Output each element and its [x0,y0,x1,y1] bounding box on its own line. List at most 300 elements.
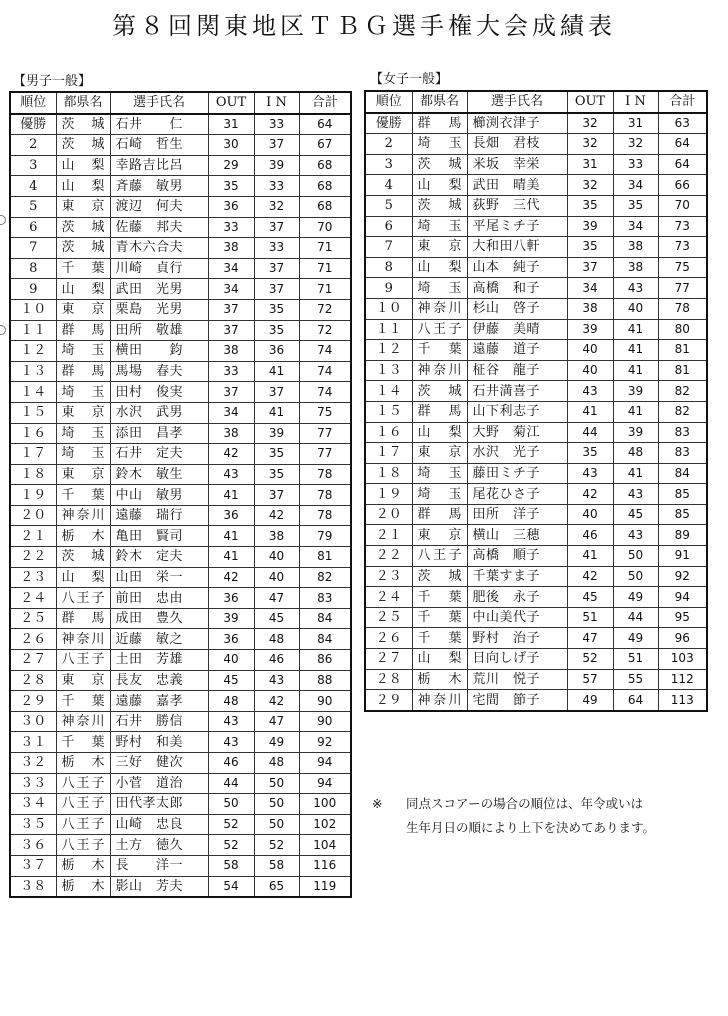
in-score-cell: 38 [254,526,299,547]
in-score-cell: 37 [254,217,299,238]
prefecture-cell: 神奈川 [412,298,467,319]
total-score-cell: 82 [658,381,707,402]
rank-cell: １８ [10,464,56,485]
table-row [365,319,707,340]
prefecture-cell: 茨 城 [56,114,110,135]
prefecture-cell: 群 馬 [56,320,110,341]
table-row [365,175,707,196]
total-score-cell: 84 [299,629,351,650]
table-row [365,443,707,464]
in-score-cell: 47 [254,711,299,732]
total-score-cell: 96 [658,628,707,649]
player-name-cell: 日向しげ子 [467,649,567,670]
out-score-cell: 34 [208,279,254,300]
prefecture-cell: 茨 城 [412,381,467,402]
prefecture-cell: 八王子 [56,814,110,835]
player-name-cell: 山田 栄一 [110,567,208,588]
total-score-cell: 90 [299,711,351,732]
out-score-cell: 47 [567,628,613,649]
table-row [365,669,707,690]
total-score-cell: 95 [658,607,707,628]
player-name-cell: 三好 健次 [110,753,208,774]
out-score-cell: 32 [567,113,613,134]
in-score-cell: 35 [254,464,299,485]
table-row [10,526,351,547]
out-score-cell: 34 [208,258,254,279]
prefecture-cell: 東 京 [412,443,467,464]
player-name-cell: 佐藤 邦夫 [110,217,208,238]
rank-cell: ３２ [10,753,56,774]
total-score-cell: 70 [299,217,351,238]
in-score-cell: 37 [254,382,299,403]
tie-rule-note [372,792,655,840]
prefecture-cell: 千 葉 [56,732,110,753]
prefecture-cell: 千 葉 [412,587,467,608]
rank-cell: ２１ [365,525,412,546]
out-score-cell: 37 [208,382,254,403]
table-row [365,298,707,319]
in-score-cell: 43 [613,525,658,546]
player-name-cell: 前田 忠由 [110,588,208,609]
prefecture-cell: 埼 玉 [412,278,467,299]
player-name-cell: 横田 鈞 [110,341,208,362]
table-row [365,381,707,402]
player-name-cell: 栗島 光男 [110,299,208,320]
prefecture-cell: 茨 城 [412,566,467,587]
table-row [365,484,707,505]
in-score-cell: 48 [254,753,299,774]
table-row [10,196,351,217]
rank-cell: 8 [10,258,56,279]
total-score-cell: 73 [658,216,707,237]
table-row [10,650,351,671]
total-score-cell: 104 [299,835,351,856]
in-score-cell: 32 [613,134,658,155]
player-name-cell: 武田 光男 [110,279,208,300]
in-score-cell: 44 [613,607,658,628]
total-score-cell: 64 [658,134,707,155]
table-row [365,504,707,525]
out-score-cell: 36 [208,196,254,217]
prefecture-cell: 栃 木 [56,876,110,897]
table-row [365,134,707,155]
total-score-cell: 88 [299,670,351,691]
in-score-cell: 58 [254,855,299,876]
table-row [10,814,351,835]
player-name-cell: 遠藤 瑞行 [110,505,208,526]
total-score-cell: 74 [299,361,351,382]
rank-cell: 2 [365,134,412,155]
player-name-cell: 小菅 道治 [110,773,208,794]
in-score-cell: 33 [254,176,299,197]
column-header-out-score: OUT [208,92,254,114]
total-score-cell: 75 [658,257,707,278]
rank-cell: ３７ [10,855,56,876]
out-score-cell: 42 [567,566,613,587]
table-row [365,566,707,587]
total-score-cell: 72 [299,299,351,320]
rank-cell: 7 [10,238,56,259]
men-section-label: 【男子一般】 [13,74,92,89]
out-score-cell: 40 [567,340,613,361]
total-score-cell: 64 [299,114,351,135]
in-score-cell: 42 [254,505,299,526]
player-name-cell: 土方 徳久 [110,835,208,856]
in-score-cell: 38 [613,257,658,278]
out-score-cell: 41 [208,485,254,506]
out-score-cell: 34 [567,278,613,299]
rank-cell: １４ [365,381,412,402]
out-score-cell: 38 [567,298,613,319]
player-name-cell: 千葉すま子 [467,566,567,587]
out-score-cell: 44 [208,773,254,794]
table-row [10,361,351,382]
player-name-cell: 鈴木 定夫 [110,547,208,568]
prefecture-cell: 千 葉 [412,340,467,361]
player-name-cell: 田代孝太郎 [110,794,208,815]
table-row [365,154,707,175]
rank-cell: １１ [10,320,56,341]
prefecture-cell: 山 梨 [56,567,110,588]
out-score-cell: 31 [567,154,613,175]
in-score-cell: 65 [254,876,299,897]
total-score-cell: 80 [658,319,707,340]
table-row [10,485,351,506]
table-row [10,135,351,156]
prefecture-cell: 山 梨 [412,175,467,196]
out-score-cell: 33 [208,361,254,382]
out-score-cell: 35 [567,443,613,464]
rank-cell: １９ [10,485,56,506]
prefecture-cell: 千 葉 [56,258,110,279]
rank-cell: ２１ [10,526,56,547]
player-name-cell: 馬場 春夫 [110,361,208,382]
total-score-cell: 66 [658,175,707,196]
in-score-cell: 64 [613,690,658,711]
women-section-label: 【女子一般】 [370,72,449,87]
rank-cell: ３１ [10,732,56,753]
rank-cell: 4 [10,176,56,197]
total-score-cell: 85 [658,484,707,505]
column-header-in-score: I N [613,91,658,113]
table-row [365,195,707,216]
player-name-cell: 成田 豊久 [110,608,208,629]
rank-cell: 6 [10,217,56,238]
in-score-cell: 35 [613,195,658,216]
table-row [365,257,707,278]
player-name-cell: 荒川 悦子 [467,669,567,690]
out-score-cell: 35 [208,176,254,197]
in-score-cell: 51 [613,649,658,670]
table-row [365,690,707,711]
in-score-cell: 33 [254,114,299,135]
out-score-cell: 38 [208,238,254,259]
in-score-cell: 42 [254,691,299,712]
total-score-cell: 94 [299,773,351,794]
in-score-cell: 52 [254,835,299,856]
player-name-cell: 藤田ミチ子 [467,463,567,484]
player-name-cell: 幸路吉比呂 [110,155,208,176]
table-row [365,237,707,258]
table-row [10,444,351,465]
out-score-cell: 52 [567,649,613,670]
prefecture-cell: 東 京 [412,525,467,546]
total-score-cell: 116 [299,855,351,876]
table-row [365,278,707,299]
in-score-cell: 41 [613,340,658,361]
prefecture-cell: 埼 玉 [412,216,467,237]
total-score-cell: 89 [658,525,707,546]
rank-cell: 3 [10,155,56,176]
rank-cell: ３０ [10,711,56,732]
in-score-cell: 41 [254,361,299,382]
table-row [10,464,351,485]
prefecture-cell: 東 京 [412,237,467,258]
player-name-cell: 高橋 和子 [467,278,567,299]
total-score-cell: 78 [299,485,351,506]
total-score-cell: 78 [299,464,351,485]
player-name-cell: 山下利志子 [467,401,567,422]
out-score-cell: 52 [208,835,254,856]
player-name-cell: 渡辺 何夫 [110,196,208,217]
player-name-cell: 山本 純子 [467,257,567,278]
rank-cell: １６ [10,423,56,444]
total-score-cell: 63 [658,113,707,134]
prefecture-cell: 山 梨 [412,257,467,278]
column-header-total-score: 合計 [658,91,707,113]
table-row [10,299,351,320]
player-name-cell: 中山美代子 [467,607,567,628]
total-score-cell: 67 [299,135,351,156]
out-score-cell: 54 [208,876,254,897]
rank-cell: 9 [365,278,412,299]
player-name-cell: 高橋 順子 [467,546,567,567]
rank-cell: １１ [365,319,412,340]
table-row [10,629,351,650]
out-score-cell: 43 [567,463,613,484]
prefecture-cell: 八王子 [412,546,467,567]
total-score-cell: 71 [299,238,351,259]
table-row [365,628,707,649]
in-score-cell: 39 [254,155,299,176]
prefecture-cell: 栃 木 [56,526,110,547]
in-score-cell: 50 [613,566,658,587]
player-name-cell: 青木六合夫 [110,238,208,259]
player-name-cell: 石井満喜子 [467,381,567,402]
table-row [365,340,707,361]
prefecture-cell: 茨 城 [56,238,110,259]
prefecture-cell: 埼 玉 [56,382,110,403]
player-name-cell: 田村 俊実 [110,382,208,403]
rank-cell: ２６ [365,628,412,649]
out-score-cell: 43 [208,711,254,732]
rank-cell: ２５ [10,608,56,629]
total-score-cell: 75 [299,402,351,423]
out-score-cell: 37 [567,257,613,278]
in-score-cell: 41 [613,401,658,422]
player-name-cell: 田所 敬雄 [110,320,208,341]
out-score-cell: 42 [208,567,254,588]
prefecture-cell: 埼 玉 [56,341,110,362]
out-score-cell: 40 [567,504,613,525]
in-score-cell: 55 [613,669,658,690]
prefecture-cell: 八王子 [56,835,110,856]
table-row [365,216,707,237]
total-score-cell: 113 [658,690,707,711]
prefecture-cell: 東 京 [56,402,110,423]
in-score-cell: 49 [613,628,658,649]
player-name-cell: 武田 晴美 [467,175,567,196]
player-name-cell: 石井 仁 [110,114,208,135]
table-row [10,588,351,609]
prefecture-cell: 千 葉 [56,691,110,712]
rank-cell: ３３ [10,773,56,794]
out-score-cell: 58 [208,855,254,876]
column-header-prefecture: 都県名 [56,92,110,114]
total-score-cell: 83 [299,588,351,609]
in-score-cell: 49 [613,587,658,608]
out-score-cell: 43 [208,732,254,753]
out-score-cell: 46 [208,753,254,774]
total-score-cell: 81 [299,547,351,568]
table-row [365,587,707,608]
out-score-cell: 34 [208,402,254,423]
prefecture-cell: 八王子 [56,588,110,609]
total-score-cell: 90 [299,691,351,712]
total-score-cell: 70 [658,195,707,216]
in-score-cell: 32 [254,196,299,217]
prefecture-cell: 栃 木 [56,855,110,876]
table-row [10,608,351,629]
total-score-cell: 68 [299,196,351,217]
rank-cell: １４ [10,382,56,403]
player-name-cell: 伊藤 美晴 [467,319,567,340]
out-score-cell: 30 [208,135,254,156]
table-row [10,835,351,856]
total-score-cell: 68 [299,155,351,176]
player-name-cell: 杉山 啓子 [467,298,567,319]
total-score-cell: 112 [658,669,707,690]
out-score-cell: 50 [208,794,254,815]
prefecture-cell: 埼 玉 [412,463,467,484]
player-name-cell: 大野 菊江 [467,422,567,443]
rank-cell: ２８ [365,669,412,690]
rank-cell: ２７ [365,649,412,670]
table-row [10,691,351,712]
table-row [10,238,351,259]
prefecture-cell: 神奈川 [412,360,467,381]
prefecture-cell: 東 京 [56,299,110,320]
rank-cell: １５ [10,402,56,423]
table-row [365,422,707,443]
total-score-cell: 94 [658,587,707,608]
in-score-cell: 49 [254,732,299,753]
rank-cell: ２６ [10,629,56,650]
table-row [10,670,351,691]
table-header-row [365,91,707,113]
prefecture-cell: 茨 城 [412,195,467,216]
prefecture-cell: 茨 城 [56,547,110,568]
rank-cell: １６ [365,422,412,443]
total-score-cell: 71 [299,279,351,300]
rank-cell: ２４ [365,587,412,608]
out-score-cell: 38 [208,423,254,444]
out-score-cell: 38 [208,341,254,362]
table-row [10,876,351,897]
rank-cell: １３ [365,360,412,381]
in-score-cell: 36 [254,341,299,362]
in-score-cell: 35 [254,444,299,465]
in-score-cell: 37 [254,279,299,300]
table-row [10,547,351,568]
player-name-cell: 水沢 武男 [110,402,208,423]
prefecture-cell: 神奈川 [56,711,110,732]
total-score-cell: 100 [299,794,351,815]
total-score-cell: 74 [299,341,351,362]
in-score-cell: 50 [254,794,299,815]
rank-cell: 7 [365,237,412,258]
prefecture-cell: 神奈川 [412,690,467,711]
prefecture-cell: 群 馬 [412,504,467,525]
prefecture-cell: 茨 城 [56,217,110,238]
player-name-cell: 田所 洋子 [467,504,567,525]
in-score-cell: 35 [254,320,299,341]
rank-cell: 6 [365,216,412,237]
table-row [365,113,707,134]
rank-cell: 5 [10,196,56,217]
prefecture-cell: 千 葉 [56,485,110,506]
player-name-cell: 石崎 哲生 [110,135,208,156]
out-score-cell: 31 [208,114,254,135]
table-row [365,360,707,381]
out-score-cell: 39 [208,608,254,629]
in-score-cell: 33 [613,154,658,175]
total-score-cell: 72 [299,320,351,341]
in-score-cell: 50 [613,546,658,567]
out-score-cell: 33 [208,217,254,238]
rank-cell: １９ [365,484,412,505]
total-score-cell: 86 [299,650,351,671]
table-row [10,176,351,197]
prefecture-cell: 山 梨 [56,279,110,300]
player-name-cell: 柾谷 龍子 [467,360,567,381]
player-name-cell: 鈴木 敏生 [110,464,208,485]
player-name-cell: 米坂 幸栄 [467,154,567,175]
player-name-cell: 斉藤 敏男 [110,176,208,197]
total-score-cell: 71 [299,258,351,279]
in-score-cell: 41 [254,402,299,423]
player-name-cell: 影山 芳夫 [110,876,208,897]
player-name-cell: 横山 三穂 [467,525,567,546]
prefecture-cell: 八王子 [412,319,467,340]
column-header-in-score: I N [254,92,299,114]
women-results-table [364,90,708,712]
prefecture-cell: 栃 木 [412,669,467,690]
rank-cell: 9 [10,279,56,300]
prefecture-cell: 神奈川 [56,505,110,526]
prefecture-cell: 群 馬 [412,113,467,134]
prefecture-cell: 山 梨 [412,422,467,443]
player-name-cell: 大和田八軒 [467,237,567,258]
prefecture-cell: 千 葉 [412,628,467,649]
in-score-cell: 39 [254,423,299,444]
prefecture-cell: 群 馬 [56,361,110,382]
rank-cell: ２３ [10,567,56,588]
out-score-cell: 32 [567,175,613,196]
in-score-cell: 34 [613,175,658,196]
table-row [10,258,351,279]
prefecture-cell: 八王子 [56,650,110,671]
